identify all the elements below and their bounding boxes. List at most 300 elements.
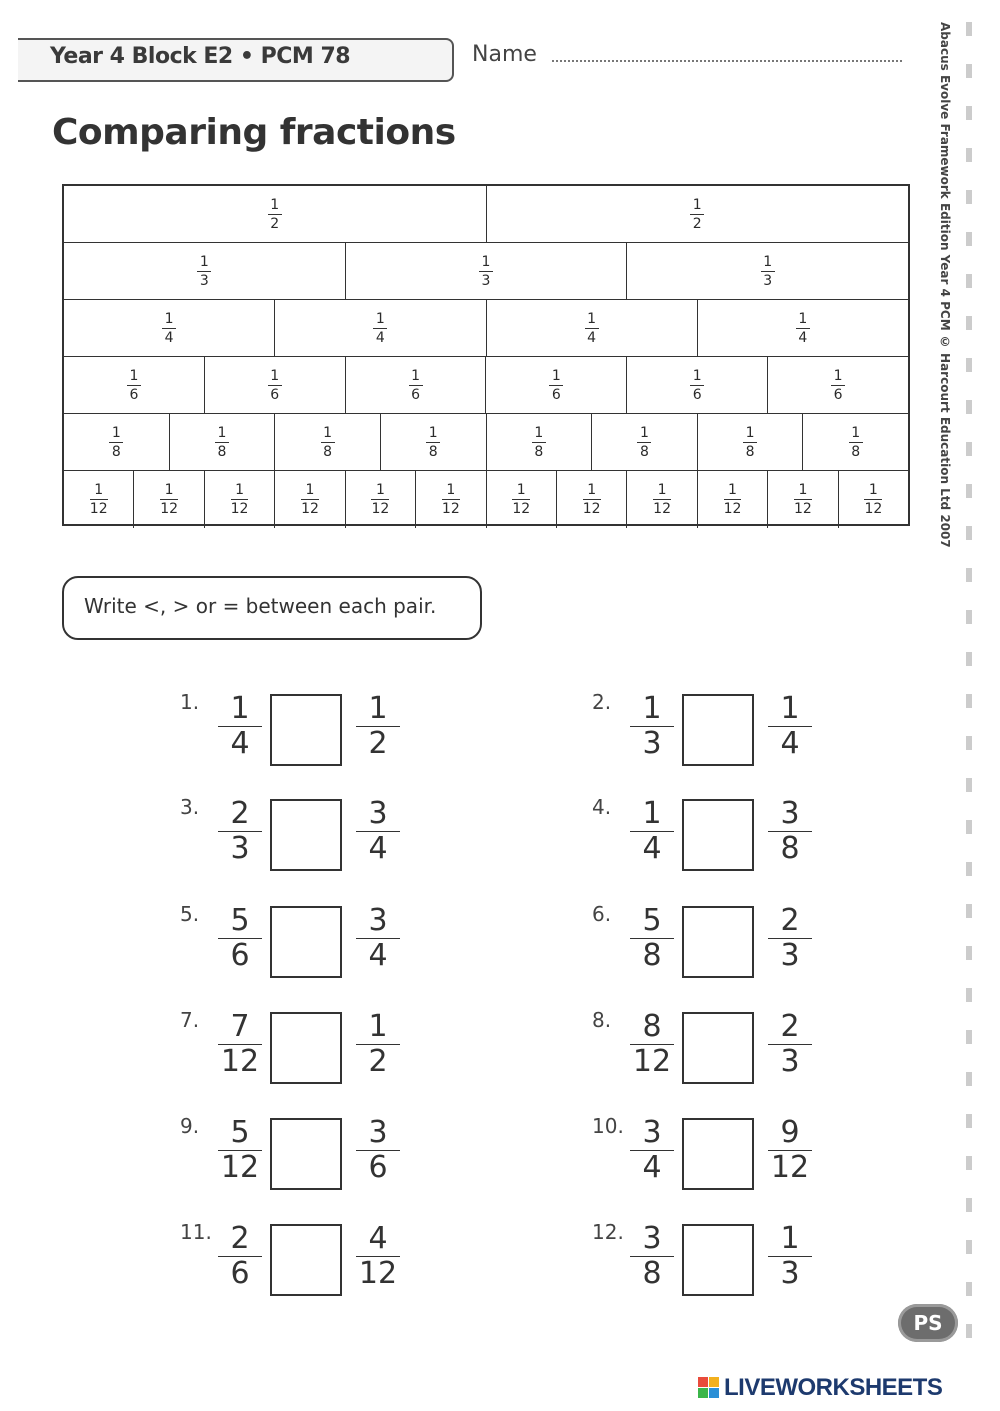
denominator: 8	[323, 443, 333, 460]
numerator: 2	[230, 1221, 250, 1256]
denominator: 12	[723, 501, 742, 517]
wall-cell	[381, 414, 487, 471]
answer-box[interactable]	[270, 694, 342, 766]
fraction-bar	[849, 442, 863, 443]
left-fraction	[218, 1115, 262, 1185]
fraction-bar	[109, 442, 123, 443]
numerator: 1	[833, 367, 843, 384]
numerator: 1	[642, 691, 662, 726]
left-fraction	[630, 691, 674, 761]
numerator: 1	[587, 310, 597, 327]
numerator: 3	[368, 1115, 388, 1150]
wall-cell	[346, 471, 416, 528]
wall-fraction	[512, 483, 530, 516]
denominator: 6	[270, 386, 280, 403]
question-number: 10.	[592, 1114, 624, 1138]
wall-fraction	[849, 426, 863, 459]
wall-fraction	[215, 426, 229, 459]
binding-ring	[966, 190, 972, 204]
fraction-bar	[215, 442, 229, 443]
numerator: 5	[230, 903, 250, 938]
numerator: 1	[305, 482, 315, 498]
fraction-bar	[371, 499, 389, 500]
denominator: 6	[230, 938, 250, 973]
binding-ring	[966, 778, 972, 792]
question-number: 9.	[180, 1114, 200, 1138]
fraction-bar	[301, 499, 319, 500]
denominator: 2	[368, 726, 388, 761]
denominator: 8	[745, 443, 755, 460]
binding-ring	[966, 148, 972, 162]
fraction-wall	[62, 184, 910, 526]
numerator: 1	[428, 424, 438, 441]
wall-fraction	[90, 483, 108, 516]
wall-fraction	[743, 426, 757, 459]
binding-ring	[966, 1240, 972, 1254]
wall-fraction	[690, 198, 704, 231]
denominator: 3	[481, 272, 491, 289]
denominator: 6	[129, 386, 139, 403]
left-fraction	[630, 796, 674, 866]
question-number: 6.	[592, 902, 612, 926]
numerator: 3	[368, 796, 388, 831]
denominator: 4	[368, 831, 388, 866]
wall-cell	[346, 357, 487, 414]
wall-fraction	[426, 426, 440, 459]
left-fraction	[218, 903, 262, 973]
binding-ring	[966, 1030, 972, 1044]
wall-fraction	[637, 426, 651, 459]
answer-box[interactable]	[270, 1224, 342, 1296]
name-field[interactable]	[552, 60, 902, 62]
binding-ring	[966, 1324, 972, 1338]
binding-ring	[966, 736, 972, 750]
wall-cell	[275, 300, 486, 357]
denominator: 6	[551, 386, 561, 403]
binding-ring	[966, 400, 972, 414]
numerator: 1	[164, 310, 174, 327]
fraction-bar	[268, 214, 282, 215]
denominator: 6	[692, 386, 702, 403]
numerator: 1	[111, 424, 121, 441]
binding-ring	[966, 694, 972, 708]
fraction-bar	[690, 214, 704, 215]
wall-cell	[627, 243, 908, 300]
binding-ring	[966, 820, 972, 834]
numerator: 1	[587, 482, 597, 498]
numerator: 1	[780, 1221, 800, 1256]
numerator: 1	[375, 310, 385, 327]
answer-box[interactable]	[682, 1012, 754, 1084]
denominator: 4	[780, 726, 800, 761]
denominator: 3	[642, 726, 662, 761]
fraction-bar	[409, 385, 423, 386]
fraction-bar	[426, 442, 440, 443]
liveworksheets-logo	[698, 1374, 942, 1402]
right-fraction	[768, 1009, 812, 1079]
binding-ring	[966, 862, 972, 876]
answer-box[interactable]	[682, 1118, 754, 1190]
wall-fraction	[409, 369, 423, 402]
denominator: 12	[770, 1150, 810, 1185]
fraction-bar	[127, 385, 141, 386]
name-label: Name	[472, 42, 537, 67]
denominator: 3	[780, 1256, 800, 1291]
question-number: 1.	[180, 690, 200, 714]
numerator: 1	[270, 367, 280, 384]
numerator: 1	[868, 482, 878, 498]
denominator: 4	[642, 831, 662, 866]
wall-fraction	[109, 426, 123, 459]
wall-row	[64, 357, 908, 414]
denominator: 12	[582, 501, 601, 517]
wall-row	[64, 471, 908, 528]
header-title: Year 4 Block E2 • PCM 78	[50, 44, 351, 69]
numerator: 1	[323, 424, 333, 441]
denominator: 8	[428, 443, 438, 460]
wall-cell	[768, 471, 838, 528]
fraction-bar	[637, 442, 651, 443]
denominator: 3	[230, 831, 250, 866]
denominator: 12	[160, 501, 179, 517]
fraction-bar	[794, 499, 812, 500]
fraction-bar	[585, 328, 599, 329]
binding-ring	[966, 316, 972, 330]
answer-box[interactable]	[682, 799, 754, 871]
denominator: 6	[833, 386, 843, 403]
binding-ring	[966, 64, 972, 78]
fraction-bar	[761, 271, 775, 272]
wall-fraction	[301, 483, 319, 516]
denominator: 12	[230, 501, 249, 517]
numerator: 3	[368, 903, 388, 938]
left-fraction	[630, 1115, 674, 1185]
wall-cell	[557, 471, 627, 528]
fraction-bar	[864, 499, 882, 500]
binding-ring	[966, 232, 972, 246]
denominator: 2	[692, 215, 702, 232]
numerator: 1	[411, 367, 421, 384]
fraction-bar	[373, 328, 387, 329]
numerator: 1	[199, 253, 209, 270]
wall-cell	[627, 357, 768, 414]
instruction-text: Write <, > or = between each pair.	[84, 594, 437, 618]
fraction-bar	[442, 499, 460, 500]
denominator: 12	[632, 1044, 672, 1079]
wall-fraction	[479, 255, 493, 288]
binding-ring	[966, 610, 972, 624]
numerator: 1	[164, 482, 174, 498]
denominator: 8	[780, 831, 800, 866]
side-credit: Abacus Evolve Framework Edition Year 4 PCM © Harcourt Education Ltd 2007	[938, 22, 952, 548]
right-fraction	[356, 796, 400, 866]
fraction-bar	[690, 385, 704, 386]
binding-ring	[966, 526, 972, 540]
wall-cell	[64, 471, 134, 528]
numerator: 1	[780, 691, 800, 726]
numerator: 5	[642, 903, 662, 938]
denominator: 6	[368, 1150, 388, 1185]
right-fraction	[356, 1115, 400, 1185]
left-fraction	[218, 796, 262, 866]
ps-badge: PS	[898, 1304, 958, 1342]
fraction-bar	[479, 271, 493, 272]
denominator: 8	[217, 443, 227, 460]
numerator: 1	[798, 482, 808, 498]
wall-cell	[64, 357, 205, 414]
question-number: 11.	[180, 1220, 212, 1244]
answer-box[interactable]	[270, 1012, 342, 1084]
wall-cell	[592, 414, 698, 471]
wall-cell	[275, 414, 381, 471]
fraction-bar	[160, 499, 178, 500]
wall-fraction	[231, 483, 249, 516]
wall-cell	[487, 300, 698, 357]
fraction-bar	[231, 499, 249, 500]
denominator: 12	[220, 1150, 260, 1185]
numerator: 4	[368, 1221, 388, 1256]
wall-cell	[134, 471, 204, 528]
binding-ring	[966, 106, 972, 120]
right-fraction	[356, 1009, 400, 1079]
wall-cell	[205, 471, 275, 528]
binding-ring	[966, 484, 972, 498]
fraction-bar	[653, 499, 671, 500]
answer-box[interactable]	[270, 799, 342, 871]
binding-ring	[966, 904, 972, 918]
fraction-bar	[321, 442, 335, 443]
binding-ring	[966, 568, 972, 582]
denominator: 6	[411, 386, 421, 403]
right-fraction	[768, 796, 812, 866]
denominator: 12	[89, 501, 108, 517]
wall-fraction	[268, 198, 282, 231]
binding-ring	[966, 442, 972, 456]
binding-ring	[966, 988, 972, 1002]
numerator: 1	[481, 253, 491, 270]
denominator: 4	[375, 329, 385, 346]
numerator: 1	[368, 691, 388, 726]
left-fraction	[218, 1009, 262, 1079]
wall-cell	[275, 471, 345, 528]
wall-fraction	[690, 369, 704, 402]
denominator: 12	[441, 501, 460, 517]
numerator: 1	[368, 1009, 388, 1044]
binding-ring	[966, 1114, 972, 1128]
right-fraction	[768, 691, 812, 761]
binding-ring	[966, 274, 972, 288]
numerator: 3	[780, 796, 800, 831]
wall-cell	[486, 357, 627, 414]
wall-fraction	[321, 426, 335, 459]
wall-cell	[64, 243, 346, 300]
wall-fraction	[371, 483, 389, 516]
wall-fraction	[197, 255, 211, 288]
denominator: 12	[358, 1256, 398, 1291]
question-number: 7.	[180, 1008, 200, 1032]
spiral-binding	[960, 20, 990, 1400]
denominator: 4	[798, 329, 808, 346]
numerator: 1	[728, 482, 737, 498]
wall-cell	[170, 414, 276, 471]
numerator: 1	[270, 196, 280, 213]
numerator: 1	[657, 482, 667, 498]
numerator: 3	[642, 1115, 662, 1150]
numerator: 1	[745, 424, 755, 441]
binding-ring	[966, 1282, 972, 1296]
wall-fraction	[549, 369, 563, 402]
numerator: 2	[780, 903, 800, 938]
wall-cell	[64, 414, 170, 471]
wall-fraction	[794, 483, 812, 516]
denominator: 4	[587, 329, 597, 346]
numerator: 1	[375, 482, 385, 498]
numerator: 2	[780, 1009, 800, 1044]
numerator: 8	[642, 1009, 662, 1044]
question-number: 4.	[592, 795, 612, 819]
numerator: 1	[534, 424, 544, 441]
right-fraction	[356, 691, 400, 761]
answer-box[interactable]	[270, 1118, 342, 1190]
denominator: 3	[199, 272, 209, 289]
denominator: 6	[230, 1256, 250, 1291]
denominator: 4	[642, 1150, 662, 1185]
wall-fraction	[162, 312, 176, 345]
denominator: 4	[368, 938, 388, 973]
numerator: 1	[446, 482, 456, 498]
denominator: 8	[534, 443, 544, 460]
left-fraction	[630, 1009, 674, 1079]
question-number: 5.	[180, 902, 200, 926]
numerator: 3	[642, 1221, 662, 1256]
question-number: 3.	[180, 795, 200, 819]
wall-cell	[487, 186, 909, 243]
denominator: 8	[111, 443, 121, 460]
wall-cell	[698, 414, 804, 471]
wall-fraction	[796, 312, 810, 345]
binding-ring	[966, 652, 972, 666]
wall-fraction	[583, 483, 601, 516]
denominator: 8	[642, 938, 662, 973]
right-fraction	[768, 903, 812, 973]
logo-text: LIVEWORKSHEETS	[724, 1374, 943, 1401]
numerator: 5	[230, 1115, 250, 1150]
wall-row	[64, 186, 908, 243]
numerator: 1	[516, 482, 526, 498]
wall-cell	[627, 471, 697, 528]
wall-cell	[487, 471, 557, 528]
wall-fraction	[585, 312, 599, 345]
wall-cell	[803, 414, 908, 471]
binding-ring	[966, 1156, 972, 1170]
wall-cell	[839, 471, 908, 528]
denominator: 3	[780, 938, 800, 973]
wall-cell	[487, 414, 593, 471]
denominator: 2	[270, 215, 280, 232]
denominator: 12	[512, 501, 531, 517]
numerator: 1	[94, 482, 104, 498]
right-fraction	[768, 1115, 812, 1185]
numerator: 1	[763, 253, 773, 270]
denominator: 12	[220, 1044, 260, 1079]
denominator: 12	[371, 501, 390, 517]
fraction-bar	[162, 328, 176, 329]
page-title: Comparing fractions	[52, 112, 456, 153]
numerator: 9	[780, 1115, 800, 1150]
wall-cell	[768, 357, 908, 414]
wall-cell	[698, 300, 908, 357]
question-number: 2.	[592, 690, 612, 714]
right-fraction	[768, 1221, 812, 1291]
fraction-bar	[796, 328, 810, 329]
denominator: 8	[642, 1256, 662, 1291]
numerator: 1	[798, 310, 808, 327]
answer-box[interactable]	[682, 1224, 754, 1296]
denominator: 4	[230, 726, 250, 761]
fraction-bar	[532, 442, 546, 443]
binding-ring	[966, 22, 972, 36]
wall-row	[64, 243, 908, 300]
denominator: 2	[368, 1044, 388, 1079]
answer-box[interactable]	[682, 694, 754, 766]
fraction-bar	[831, 385, 845, 386]
fraction-bar	[512, 499, 530, 500]
numerator: 1	[642, 796, 662, 831]
answer-box[interactable]	[682, 906, 754, 978]
wall-fraction	[442, 483, 460, 516]
wall-fraction	[160, 483, 178, 516]
denominator: 8	[639, 443, 649, 460]
fraction-bar	[549, 385, 563, 386]
right-fraction	[356, 1221, 400, 1291]
denominator: 8	[851, 443, 861, 460]
right-fraction	[356, 903, 400, 973]
wall-cell	[346, 243, 628, 300]
fraction-bar	[743, 442, 757, 443]
wall-row	[64, 414, 908, 471]
denominator: 12	[653, 501, 671, 517]
left-fraction	[630, 903, 674, 973]
denominator: 3	[780, 1044, 800, 1079]
question-number: 12.	[592, 1220, 624, 1244]
wall-cell	[64, 186, 487, 243]
numerator: 2	[230, 796, 250, 831]
fraction-bar	[197, 271, 211, 272]
wall-cell	[416, 471, 486, 528]
numerator: 1	[639, 424, 649, 441]
denominator: 12	[864, 501, 883, 517]
denominator: 12	[301, 501, 319, 517]
wall-fraction	[864, 483, 882, 516]
fraction-bar	[90, 499, 108, 500]
binding-ring	[966, 1072, 972, 1086]
wall-fraction	[127, 369, 141, 402]
numerator: 1	[129, 367, 139, 384]
wall-fraction	[724, 483, 742, 516]
wall-fraction	[373, 312, 387, 345]
left-fraction	[218, 1221, 262, 1291]
numerator: 7	[230, 1009, 250, 1044]
wall-cell	[205, 357, 346, 414]
left-fraction	[630, 1221, 674, 1291]
liveworksheets-icon	[698, 1377, 720, 1399]
wall-fraction	[761, 255, 775, 288]
wall-fraction	[532, 426, 546, 459]
wall-fraction	[268, 369, 282, 402]
numerator: 1	[692, 367, 702, 384]
wall-row	[64, 300, 908, 357]
answer-box[interactable]	[270, 906, 342, 978]
